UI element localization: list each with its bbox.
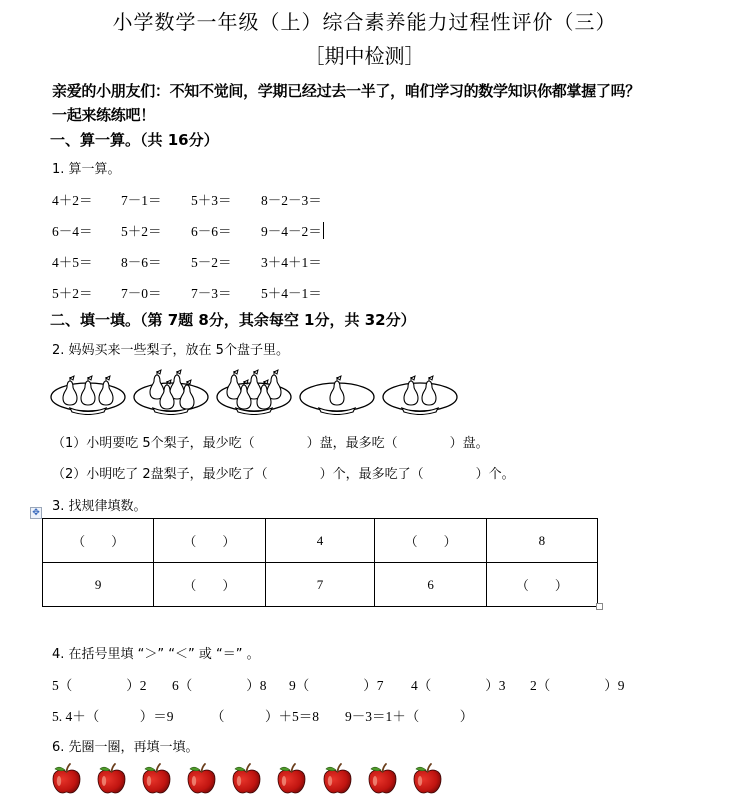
table-row <box>43 519 598 563</box>
apple-icon <box>140 762 173 795</box>
expr: 4＋5＝ <box>52 255 93 270</box>
apple-icon <box>275 762 308 795</box>
question-1-label: 1. 算一算。 <box>52 162 121 177</box>
apple-icon <box>95 762 128 795</box>
expr: 7－1＝ <box>121 193 162 208</box>
section-2-heading: 二、填一填。（第 7题 8分，其余每空 1分，共 32分） <box>50 311 416 329</box>
expr: 7－0＝ <box>121 286 162 301</box>
table-cell[interactable]: （ ） <box>154 563 265 607</box>
table-move-handle-icon[interactable]: ✥ <box>30 507 42 519</box>
table-cell[interactable]: 4 <box>265 519 375 563</box>
table-row <box>43 563 598 607</box>
text-cursor <box>323 222 325 239</box>
apple-icon <box>366 762 399 795</box>
comparison-item: 4（ ）3 <box>411 678 506 693</box>
comparison-item: 6（ ）8 <box>172 678 267 693</box>
expr: 6－4＝ <box>52 224 93 239</box>
fill-blank-item: 9－3＝1＋（ ） <box>345 709 474 724</box>
apple-icon <box>230 762 263 795</box>
table-cell[interactable]: （ ） <box>486 563 597 607</box>
pattern-table <box>42 518 598 607</box>
table-cell[interactable]: （ ） <box>43 519 154 563</box>
question-2-label: 2. 妈妈买来一些梨子，放在 5个盘子里。 <box>52 343 289 358</box>
expr: 5＋4－1＝ <box>261 286 322 301</box>
apple-icon <box>185 762 218 795</box>
intro-line-2: 一起来练练吧！ <box>52 106 155 124</box>
apples-row <box>50 762 451 795</box>
expr: 5－2＝ <box>191 255 232 270</box>
question-4-label: 4. 在括号里填 “＞” “＜” 或 “＝” 。 <box>52 647 260 662</box>
comparison-item: 5（ ）2 <box>52 678 147 693</box>
fill-blank-item: （ ）＋5＝8 <box>211 709 319 724</box>
apple-icon <box>321 762 354 795</box>
comparison-item: 2（ ）9 <box>530 678 625 693</box>
table-cell[interactable]: （ ） <box>375 519 486 563</box>
table-cell[interactable]: 6 <box>375 563 486 607</box>
question-2-sub-2: （2）小明吃了 2盘梨子，最少吃了（ ）个，最多吃了（ ）个。 <box>52 467 515 482</box>
expr: 5＋2＝ <box>121 224 162 239</box>
table-cell[interactable]: 7 <box>265 563 375 607</box>
expr: 7－3＝ <box>191 286 232 301</box>
intro-line-1: 亲爱的小朋友们：不知不觉间，学期已经过去一半了，咱们学习的数学知识你都掌握了吗？ <box>52 82 641 100</box>
pear-plates-illustration <box>50 365 470 415</box>
table-cell[interactable]: （ ） <box>154 519 265 563</box>
comparison-item: 9（ ）7 <box>289 678 384 693</box>
expr: 3＋4＋1＝ <box>261 255 322 270</box>
question-2-sub-1: （1）小明要吃 5个梨子，最少吃（ ）盘，最多吃（ ）盘。 <box>52 436 489 451</box>
expr: 5＋2＝ <box>52 286 93 301</box>
expr: 4＋2＝ <box>52 193 93 208</box>
table-resize-handle[interactable] <box>596 603 603 610</box>
question-3-label: 3. 找规律填数。 <box>52 499 147 514</box>
expr-with-cursor[interactable] <box>261 220 324 240</box>
section-1-heading: 一、算一算。（共 16分） <box>50 131 219 149</box>
expr-text: 9－4－2＝ <box>261 224 322 239</box>
fill-blank-item: 5. 4＋（ ）＝9 <box>52 709 174 724</box>
apple-icon <box>50 762 83 795</box>
question-6-label: 6. 先圈一圈，再填一填。 <box>52 740 199 755</box>
document-subtitle: ［期中检测］ <box>304 44 425 68</box>
table-cell[interactable]: 8 <box>486 519 597 563</box>
expr: 8－2－3＝ <box>261 193 322 208</box>
expr: 5＋3＝ <box>191 193 232 208</box>
expr: 8－6＝ <box>121 255 162 270</box>
expr: 6－6＝ <box>191 224 232 239</box>
table-cell[interactable]: 9 <box>43 563 154 607</box>
document-title: 小学数学一年级（上）综合素养能力过程性评价（三） <box>112 10 617 34</box>
apple-icon <box>411 762 444 795</box>
